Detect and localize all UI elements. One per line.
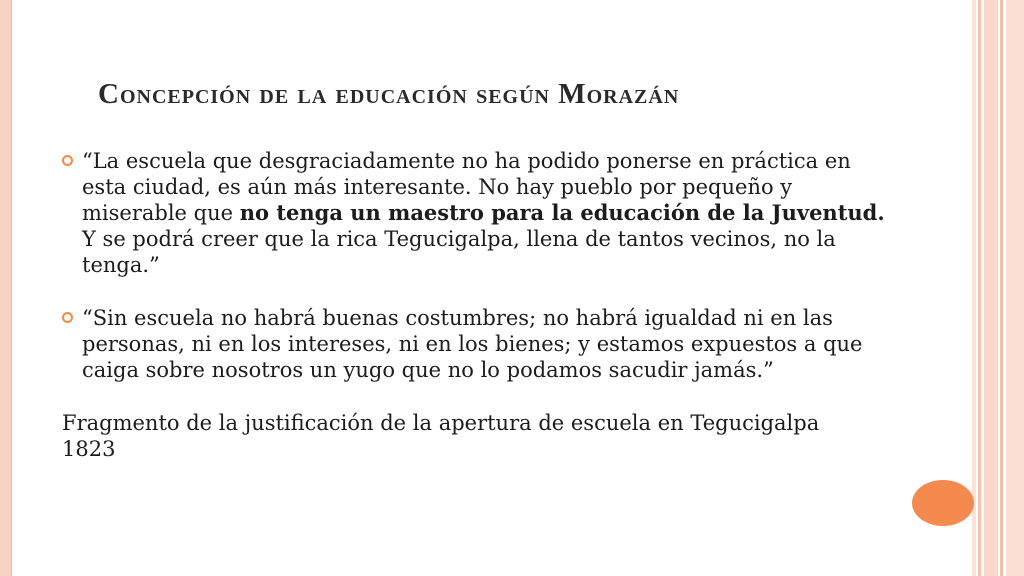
bullet-1-text-before: “La escuela que desgraciadamente no ha podido ponerse en práctica en esta ciudad, es aún más interesante. No hay pueblo por pequeño y miserable que xyxy=(82,149,851,225)
bullet-circle-icon xyxy=(62,312,73,323)
stripe-3 xyxy=(984,0,998,576)
bullet-text-2: “Sin escuela no habrá buenas costumbres; no habrá igualdad ni en las personas, ni en los intereses, ni en los bienes; y estamos expuestos a que caiga sobre nosotros un yugo que no lo podamos sacudir jamás.” xyxy=(82,306,863,382)
left-decorative-bar xyxy=(0,0,12,576)
stripe-5 xyxy=(1006,0,1024,576)
bullet-item-2 xyxy=(62,305,892,383)
stripe-2 xyxy=(978,0,981,576)
slide-title: Concepción de la educación según Morazán xyxy=(98,78,680,110)
slide-content xyxy=(62,148,892,462)
bullet-1-text-bold: no tenga un maestro para la educación de la Juventud. xyxy=(239,200,885,225)
stripe-1 xyxy=(972,0,976,576)
stripe-4 xyxy=(1000,0,1003,576)
source-caption: Fragmento de la justificación de la apertura de escuela en Tegucigalpa 1823 xyxy=(62,411,820,461)
bullet-item-1 xyxy=(62,148,892,278)
right-decorative-stripes xyxy=(972,0,1024,576)
orange-circle-decoration xyxy=(912,480,974,526)
bullet-1-text-after: Y se podrá creer que la rica Tegucigalpa, llena de tantos vecinos, no la tenga.” xyxy=(82,227,836,277)
bullet-text-1 xyxy=(82,148,892,278)
bullet-circle-icon xyxy=(62,155,73,166)
